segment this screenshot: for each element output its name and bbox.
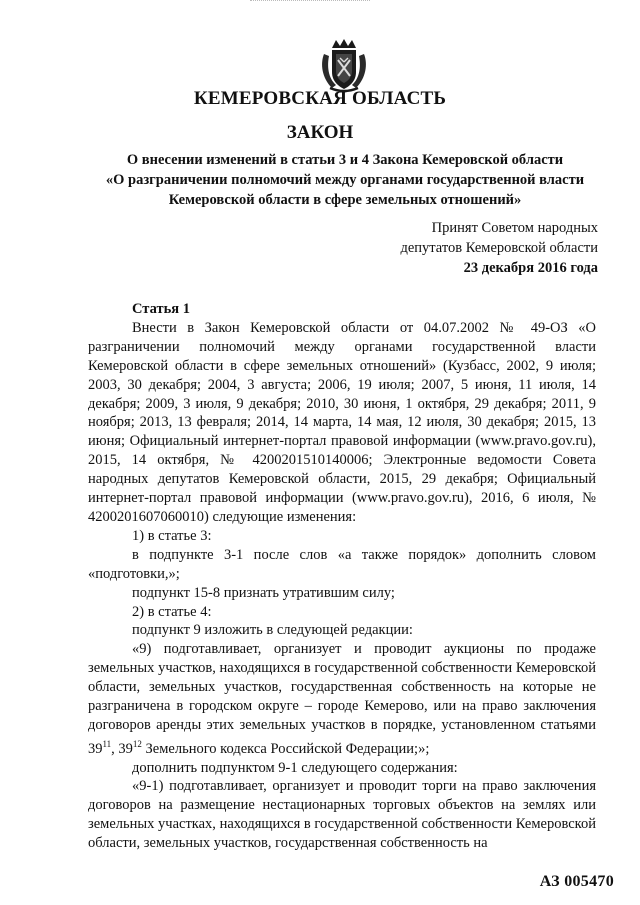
adoption-line: Принят Советом народных — [431, 220, 598, 236]
article-heading: Статья 1 — [132, 301, 190, 317]
subject-line: О внесении изменений в статьи 3 и 4 Закона Кемеровской области — [126, 152, 564, 168]
region-title: КЕМЕРОВСКАЯ ОБЛАСТЬ — [193, 88, 447, 109]
paragraph-text: Земельного кодекса Российской Федерации;»; — [141, 740, 430, 757]
law-subject — [90, 150, 600, 210]
subject-line: Кемеровской области в сфере земельных отношений» — [168, 192, 522, 208]
paragraph: подпункт 15-8 признать утратившим силу; — [132, 584, 395, 601]
subject-line: «О разграничении полномочий между органами государственной власти — [105, 172, 585, 188]
paragraph: в подпункте 3-1 после слов «а также порядок» дополнить словом «подготовки,»; — [88, 546, 596, 582]
paragraph-text: , 39 — [111, 740, 133, 757]
serial-number: АЗ 005470 — [539, 873, 614, 890]
paragraph: «9-1) подготавливает, организует и проводит торги на право заключения договоров на размещение нестационарных торговых объектов на землях или земельных участках, находящихся в государственной собственности Кемеровской области, земельных участков, государственная собственность на — [88, 778, 596, 852]
paragraph: подпункт 9 изложить в следующей редакции: — [132, 622, 413, 639]
scan-mark — [250, 0, 370, 5]
paragraph — [88, 640, 596, 758]
paragraph-text: «9) подготавливает, организует и проводит аукционы по продаже земельных участков, находящихся в государственной собственности Кемеровской области, земельных участков, государственная собственность на которые не разграничена в городском округе – городе Кемерово, или на право заключения договоров аренды этих земельных участков в порядке, установленном статьями 39 — [88, 641, 596, 757]
paragraph: 2) в статье 4: — [132, 603, 212, 620]
superscript: 11 — [102, 738, 112, 749]
paragraph: Внести в Закон Кемеровской области от 04.07.2002 № 49-ОЗ «О разграничении полномочий между органами государственной власти Кемеровской области в сфере земельных отношений» (Кузбасс, 2002, 9 июля; 2003, 30 декабря; 2004, 3 августа; 2006, 19 июля; 2007, 5 июня, 11 июля, 14 декабря; 2009, 3 июля, 9 декабря; 2010, 30 июня, 1 октября, 29 декабря; 2011, 9 ноября; 2013, 13 февраля; 2014, 14 марта, 14 мая, 12 июля, 30 декабря; 2015, 13 июня; Официальный интернет-портал правовой информации (www.pravo.gov.ru), 2015, 14 октября, № 4200201510140006; Электронные ведомости Совета народных депутатов Кемеровской области, 2015, 29 декабря; Официальный интернет-портал правовой информации (www.pravo.gov.ru), 2016, 6 июля, № 4200201607060010) следующие изменения: — [88, 319, 596, 525]
document-type: ЗАКОН — [286, 122, 354, 143]
paragraph: дополнить подпунктом 9-1 следующего содержания: — [132, 759, 458, 776]
superscript: 12 — [132, 738, 142, 749]
adoption-date: 23 декабря 2016 года — [463, 260, 598, 276]
adoption-block — [400, 218, 598, 278]
coat-of-arms-icon — [318, 38, 370, 94]
paragraph: 1) в статье 3: — [132, 527, 212, 544]
article-body — [88, 300, 596, 853]
adoption-line: депутатов Кемеровской области — [400, 240, 598, 256]
